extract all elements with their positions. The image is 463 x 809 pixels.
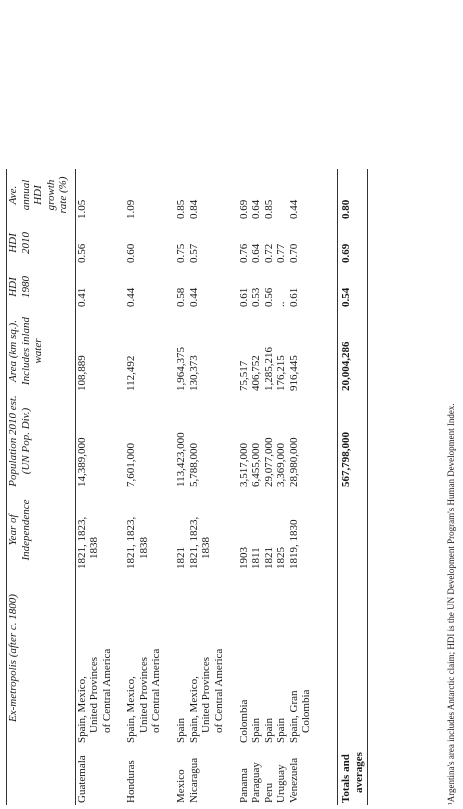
- totals-row: [338, 169, 368, 805]
- population-cell: 28,980,000: [287, 437, 300, 487]
- country-cell: Peru: [262, 782, 275, 803]
- independence-cell: [75, 489, 125, 571]
- hdi-1980-cell: 0.44: [125, 287, 137, 307]
- ex-metropolis-cell-line: Spain, Mexico,: [187, 676, 200, 743]
- country-cell: Uruguay: [275, 764, 287, 803]
- ex-metropolis-cell: [125, 571, 175, 745]
- ex-metropolis-cell-line: United Provinces: [88, 656, 100, 733]
- ex-metropolis-cell-line: Spain: [275, 717, 287, 743]
- hdi-growth-cell: [275, 169, 288, 221]
- ex-metropolis-cell: [263, 571, 276, 745]
- hdi-growth-cell: 0.85: [262, 199, 275, 219]
- col-header-ex-metropolis: Ex-metropolis (after c. 1800): [7, 594, 19, 722]
- area-cell: 112,492: [125, 355, 137, 391]
- col-header-hdi-1980: HDI 1980: [7, 276, 32, 298]
- hdi-2010-cell: 0.64: [250, 243, 262, 263]
- table-row: [238, 169, 251, 805]
- ex-metropolis-cell: [188, 571, 238, 745]
- country-cell: Venezuela: [287, 757, 300, 803]
- table-row: [250, 169, 263, 805]
- ex-metropolis-cell-line: of Central America: [150, 648, 162, 733]
- independence-cell: [175, 489, 188, 571]
- ex-metropolis-cell: [175, 571, 188, 745]
- hdi-1980-cell: 0.53: [250, 287, 262, 307]
- country-cell: Mexico: [175, 769, 187, 803]
- totals-label-cell-line: averages: [352, 752, 365, 793]
- hdi-2010-cell: 0.77: [275, 243, 287, 263]
- population-cell: 3,369,000: [275, 443, 287, 487]
- totals-hdi-1980-cell: 0.54: [340, 287, 352, 307]
- table-row: [75, 169, 125, 805]
- area-cell: 1,285,216: [262, 347, 275, 391]
- ex-metropolis-cell-line: Spain: [262, 717, 275, 743]
- totals-population-cell: 567,798,000: [340, 432, 352, 487]
- independence-cell-line: 1903: [237, 547, 250, 569]
- ex-metropolis-cell-line: of Central America: [100, 648, 113, 733]
- country-cell: Nicaragua: [187, 757, 200, 803]
- independence-cell-line: 1821: [175, 547, 187, 569]
- ex-metropolis-cell: [288, 571, 338, 745]
- hdi-1980-cell: 0.41: [75, 287, 88, 307]
- population-cell: 29,077,000: [262, 437, 275, 487]
- area-cell: 130,373: [187, 355, 200, 391]
- col-header-population: Population 2010 est. (UN Pop. Div.): [7, 395, 32, 487]
- area-cell: 916,445: [287, 355, 300, 391]
- hdi-growth-cell: 1.05: [75, 199, 88, 219]
- col-header-country: [7, 745, 76, 805]
- independence-cell-line: 1821, 1823,: [187, 516, 200, 569]
- hdi-2010-cell: 0.60: [125, 243, 137, 263]
- ex-metropolis-cell-line: Spain, Mexico,: [75, 676, 88, 743]
- country-cell: Guatemala: [75, 755, 88, 803]
- ex-metropolis-cell: [75, 571, 125, 745]
- totals-area-cell: 20,004,286: [340, 341, 352, 391]
- independence-cell: [275, 489, 288, 571]
- independence-cell: [263, 489, 276, 571]
- hdi-2010-cell: 0.70: [287, 243, 300, 263]
- table-row: [125, 169, 175, 805]
- totals-hdi-2010-cell: 0.69: [340, 243, 352, 263]
- ex-metropolis-cell: [275, 571, 288, 745]
- col-header-area: Area (km sq.). Includes inland water: [7, 316, 44, 386]
- country-cell: Paraguay: [250, 762, 262, 803]
- table-header: [7, 169, 76, 805]
- independence-cell-line: 1838: [137, 537, 150, 559]
- population-cell: 14,389,000: [75, 437, 88, 487]
- hdi-growth-cell: 0.69: [237, 199, 250, 219]
- totals-empty-independence: [338, 489, 368, 571]
- hdi-2010-cell: 0.76: [237, 243, 250, 263]
- hdi-1980-cell: 0.56: [262, 287, 275, 307]
- ex-metropolis-cell-line: United Provinces: [200, 656, 212, 733]
- ex-metropolis-cell-line: Colombia: [300, 689, 312, 733]
- independence-cell-line: 1819, 1830: [287, 519, 300, 569]
- area-cell: 108,889: [75, 355, 88, 391]
- area-cell: 176,215: [275, 355, 287, 391]
- population-cell: 5,788,000: [187, 443, 200, 487]
- ex-metropolis-cell-line: Spain, Mexico,: [125, 676, 137, 743]
- ex-metropolis-cell-line: of Central America: [212, 648, 225, 733]
- header-row: [7, 169, 76, 805]
- independence-cell-line: 1821, 1823,: [125, 516, 137, 569]
- table-body: [75, 169, 368, 805]
- ex-metropolis-cell: [238, 571, 251, 745]
- table-row: [263, 169, 276, 805]
- hdi-2010-cell: 0.72: [262, 243, 275, 263]
- hdi-2010-cell: 0.75: [175, 243, 187, 263]
- independence-cell-line: 1838: [88, 537, 100, 559]
- population-cell: 7,601,000: [125, 443, 137, 487]
- totals-label-cell-line: Totals and: [340, 754, 352, 803]
- hdi-1980-cell: 0.44: [187, 287, 200, 307]
- table-row: [188, 169, 238, 805]
- independence-cell-line: 1811: [250, 547, 262, 569]
- hdi-1980-cell: 0.61: [287, 287, 300, 307]
- hdi-1980-cell: 0.61: [237, 287, 250, 307]
- independence-cell-line: 1821: [262, 547, 275, 569]
- ex-metropolis-cell-line: Spain, Gran: [287, 690, 300, 743]
- table-row: [275, 169, 288, 805]
- ex-metropolis-cell: [250, 571, 263, 745]
- hdi-growth-cell: 0.85: [175, 199, 187, 219]
- independence-cell: [238, 489, 251, 571]
- col-header-hdi-2010: HDI 2010: [7, 232, 32, 254]
- population-cell: 6,455,000: [250, 443, 262, 487]
- country-cell: Panama: [237, 768, 250, 803]
- col-header-hdi-growth: Ave. annual HDI growth rate (%): [7, 176, 69, 214]
- independence-cell: [250, 489, 263, 571]
- independence-cell-line: 1821, 1823,: [75, 516, 88, 569]
- independence-cell-line: 1838: [200, 537, 212, 559]
- table-row: [288, 169, 338, 805]
- hdi-2010-cell: 0.56: [75, 243, 88, 263]
- population-cell: 3,517,000: [237, 443, 250, 487]
- table-row: [175, 169, 188, 805]
- hdi-growth-cell: 0.44: [287, 199, 300, 219]
- ex-metropolis-cell-line: Spain: [250, 717, 262, 743]
- totals-label-cell: [338, 745, 368, 805]
- footnote: ¹Argentina's area includes Antarctic claim; HDI is the UN Development Program's Human Development Index.: [446, 403, 456, 805]
- totals-empty-metropolis: [338, 571, 368, 745]
- ex-metropolis-cell-line: Colombia: [237, 699, 250, 743]
- hdi-growth-cell: 0.64: [250, 199, 262, 219]
- ex-metropolis-cell-line: United Provinces: [137, 656, 150, 733]
- area-cell: 406,752: [250, 355, 262, 391]
- country-cell: Honduras: [125, 760, 137, 803]
- col-header-year-of-independence: Year of Independence: [7, 499, 32, 561]
- independence-cell: [125, 489, 175, 571]
- hdi-table: [6, 169, 368, 805]
- totals-hdi-growth-cell: 0.80: [340, 199, 352, 219]
- independence-cell: [288, 489, 338, 571]
- area-cell: 1,964,375: [175, 347, 187, 391]
- hdi-1980-cell: ..: [275, 301, 287, 307]
- hdi-1980-cell: 0.58: [175, 287, 187, 307]
- ex-metropolis-cell-line: Spain: [175, 717, 187, 743]
- population-cell: 113,423,000: [175, 432, 187, 487]
- independence-cell-line: 1825: [275, 547, 287, 569]
- independence-cell: [188, 489, 238, 571]
- hdi-2010-cell: 0.57: [187, 243, 200, 263]
- hdi-growth-cell: 0.84: [187, 199, 200, 219]
- hdi-growth-cell: 1.09: [125, 199, 137, 219]
- area-cell: 75,517: [237, 360, 250, 391]
